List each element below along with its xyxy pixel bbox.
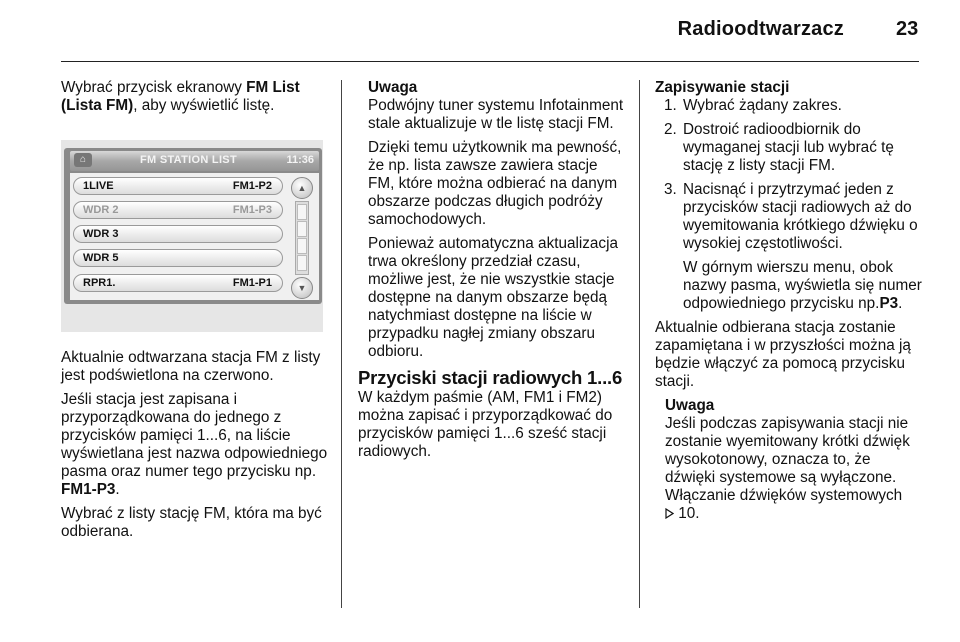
header-rule	[61, 61, 919, 62]
screen-title: FM STATION LIST	[140, 154, 237, 166]
scroll-up-icon: ▲	[291, 177, 313, 199]
column-divider-2	[639, 80, 640, 608]
page-number: 23	[896, 18, 919, 40]
steps-list	[655, 97, 923, 313]
scroll-segment	[297, 238, 307, 254]
list-item: 1. Wybrać żądany zakres.	[664, 97, 842, 114]
scroll-segment	[297, 204, 307, 220]
station-row: RPR1. FM1-P1	[73, 274, 283, 292]
scrollbar	[291, 177, 313, 297]
note-paragraph: Podwójny tuner systemu Infotainment stale aktualizuje w tle listę stacji FM.	[368, 97, 624, 132]
scroll-segment	[297, 221, 307, 237]
scroll-down-icon: ▼	[291, 277, 313, 299]
column-3	[655, 79, 923, 523]
list-item: 2. Dostroić radioodbiornik do wymaganej stacji lub wybrać tę stację z listy stacji FM.	[664, 121, 894, 174]
note-title: Uwaga	[368, 79, 418, 96]
station-row: WDR 2 FM1-P3	[73, 201, 283, 219]
section-heading: Przyciski stacji radiowych 1...6	[358, 367, 623, 388]
fm-list-button-label: FM List (Lista FM)	[61, 79, 300, 114]
screen-clock: 11:36	[286, 154, 314, 166]
display-frame	[64, 148, 322, 304]
note-paragraph: Ponieważ automatyczna aktualizacja trwa określony przedział czasu, możliwe jest, że nie wszystkie stacje dostępne na danym obszarze będą natychmiast dostępne na liście w przypadku nagłej zmiany obszaru odbioru.	[368, 235, 618, 360]
paragraph: Aktualnie odbierana stacja zostanie zapamiętana i w przyszłości można ją będzie włączyć za pomocą przycisku stacji.	[655, 319, 911, 390]
subsection-heading: Zapisywanie stacji	[655, 79, 790, 96]
column-divider-1	[341, 80, 342, 608]
list-item-subparagraph: W górnym wierszu menu, obok nazwy pasma, wyświetla się numer odpowiedniego przycisku np.P3.	[683, 259, 922, 312]
note-paragraph: Dzięki temu użytkownik ma pewność, że np. lista zawsze zawiera stacje FM, które można odbierać na danym obszarze podczas długich podróży samochodowych.	[368, 139, 622, 228]
note-block	[358, 79, 628, 361]
column-1-lower	[61, 349, 329, 547]
station-list	[70, 173, 319, 300]
screen-title-bar	[70, 151, 319, 171]
note-block	[655, 397, 923, 523]
station-row: WDR 5	[73, 249, 283, 267]
list-item: 3. Nacisnąć i przytrzymać jeden z przycisków stacji radiowych aż do wyemitowania krótkiego dźwięku o wysokiej częstotliwości. W górnym wierszu menu, obok nazwy pasma, wyświetla się numer odpowiedniego przycisku np.P3.	[664, 181, 922, 312]
page-reference: 10.	[678, 505, 700, 522]
note-title: Uwaga	[665, 397, 715, 414]
home-icon: ⌂	[74, 153, 92, 167]
scroll-segment	[297, 255, 307, 271]
station-row: WDR 3	[73, 225, 283, 243]
running-header-title: Radioodtwarzacz	[677, 18, 844, 40]
intro-paragraph: Wybrać przycisk ekranowy FM List (Lista FM), aby wyświetlić listę.	[61, 79, 300, 114]
paragraph: Wybrać z listy stację FM, która ma być odbierana.	[61, 505, 322, 540]
note-paragraph: Jeśli podczas zapisywania stacji nie zostanie wyemitowany krótki dźwięk wysokotonowy, oznacza to, że dźwięki systemowe są wyłączone. Włączanie dźwięków systemowych 10.	[665, 415, 910, 522]
page-reference-icon	[665, 505, 678, 522]
paragraph: W każdym paśmie (AM, FM1 i FM2) można zapisać i przyporządkować do przycisków pamięci 1...6 sześć stacji radiowych.	[358, 389, 613, 460]
paragraph: Aktualnie odtwarzana stacja FM z listy jest podświetlona na czerwono.	[61, 349, 321, 384]
paragraph: Jeśli stacja jest zapisana i przyporządkowana do jednego z przycisków pamięci 1...6, na liście wyświetlana jest nazwa odpowiedniego pasma oraz numer tego przycisku np. FM1-P3.	[61, 391, 328, 498]
column-2	[358, 79, 628, 467]
scroll-track	[295, 201, 309, 275]
fm-station-list-screenshot	[61, 140, 323, 332]
station-row: 1LIVE FM1-P2	[73, 177, 283, 195]
column-1	[61, 79, 329, 121]
